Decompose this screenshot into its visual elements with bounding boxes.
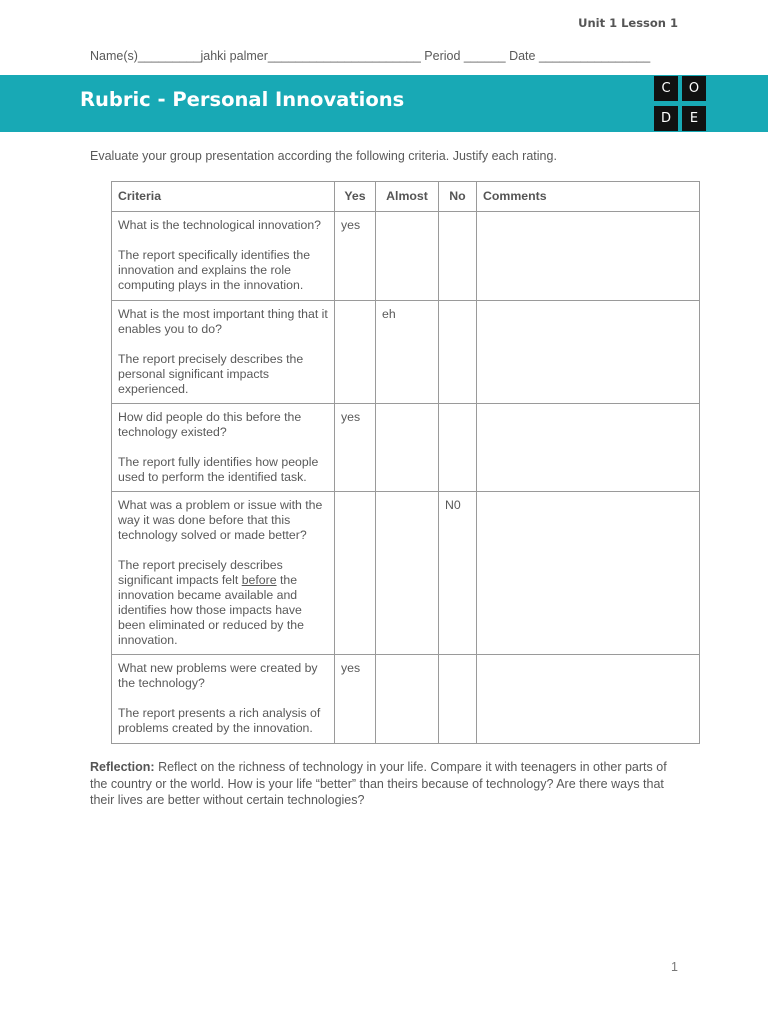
logo-letter: O: [682, 76, 706, 101]
table-row: [112, 492, 700, 655]
reflection-text: Reflect on the richness of technology in your life. Compare it with teenagers in other parts of the country or the world. How is your life “better” than theirs because of technology? Are there ways that their lives are better without certain technologies?: [90, 760, 667, 807]
criteria-description: The report precisely describes the personal significant impacts experienced.: [118, 352, 304, 396]
reflection-prompt: [90, 759, 680, 809]
yes-cell[interactable]: yes: [335, 212, 376, 301]
criteria-question: What is the most important thing that it enables you to do?: [118, 307, 328, 336]
logo-letter: E: [682, 106, 706, 131]
criteria-question: What new problems were created by the technology?: [118, 661, 318, 690]
no-cell[interactable]: [439, 404, 477, 492]
table-row: [112, 404, 700, 492]
criteria-cell: [112, 655, 335, 744]
criteria-question: How did people do this before the technology existed?: [118, 410, 302, 439]
column-header-comments: Comments: [477, 182, 700, 212]
criteria-cell: [112, 492, 335, 655]
almost-cell[interactable]: [376, 404, 439, 492]
almost-cell[interactable]: eh: [376, 301, 439, 404]
criteria-question: What is the technological innovation?: [118, 218, 322, 232]
no-cell[interactable]: [439, 655, 477, 744]
comments-cell[interactable]: [477, 492, 700, 655]
instructions: Evaluate your group presentation according the following criteria. Justify each rating.: [90, 149, 557, 163]
logo-letter: D: [654, 106, 678, 131]
column-header-criteria: Criteria: [112, 182, 335, 212]
criteria-description: The report fully identifies how people used to perform the identified task.: [118, 455, 319, 484]
table-row: [112, 212, 700, 301]
no-cell[interactable]: [439, 212, 477, 301]
column-header-no: No: [439, 182, 477, 212]
comments-cell[interactable]: [477, 404, 700, 492]
name-period-date-line: Name(s)_________jahki palmer______________________ Period ______ Date ________________: [90, 49, 651, 63]
no-cell[interactable]: N0: [439, 492, 477, 655]
page-title: Rubric - Personal Innovations: [80, 88, 405, 111]
comments-cell[interactable]: [477, 655, 700, 744]
yes-cell[interactable]: [335, 301, 376, 404]
comments-cell[interactable]: [477, 301, 700, 404]
table-row: [112, 655, 700, 744]
yes-cell[interactable]: yes: [335, 655, 376, 744]
underlined-word: before: [241, 573, 277, 587]
table-header-row: [112, 182, 700, 212]
criteria-cell: [112, 212, 335, 301]
criteria-cell: [112, 404, 335, 492]
code-logo: [654, 75, 708, 133]
column-header-almost: Almost: [376, 182, 439, 212]
rubric-table: [111, 181, 700, 744]
criteria-cell: [112, 301, 335, 404]
yes-cell[interactable]: yes: [335, 404, 376, 492]
page-number: 1: [671, 960, 678, 974]
no-cell[interactable]: [439, 301, 477, 404]
almost-cell[interactable]: [376, 212, 439, 301]
table-row: [112, 301, 700, 404]
criteria-description: The report presents a rich analysis of problems created by the innovation.: [118, 706, 321, 735]
criteria-question: What was a problem or issue with the way it was done before that this technology solved or made better?: [118, 498, 323, 542]
yes-cell[interactable]: [335, 492, 376, 655]
comments-cell[interactable]: [477, 212, 700, 301]
almost-cell[interactable]: [376, 655, 439, 744]
column-header-yes: Yes: [335, 182, 376, 212]
almost-cell[interactable]: [376, 492, 439, 655]
criteria-description: The report precisely describes significant impacts felt before the innovation became available and identifies how those impacts have been eliminated or reduced by the innovation.: [118, 558, 304, 647]
criteria-description: The report specifically identifies the innovation and explains the role computing plays in the innovation.: [118, 248, 311, 292]
lesson-label: Unit 1 Lesson 1: [578, 16, 678, 30]
reflection-label: Reflection:: [90, 760, 155, 774]
logo-letter: C: [654, 76, 678, 101]
